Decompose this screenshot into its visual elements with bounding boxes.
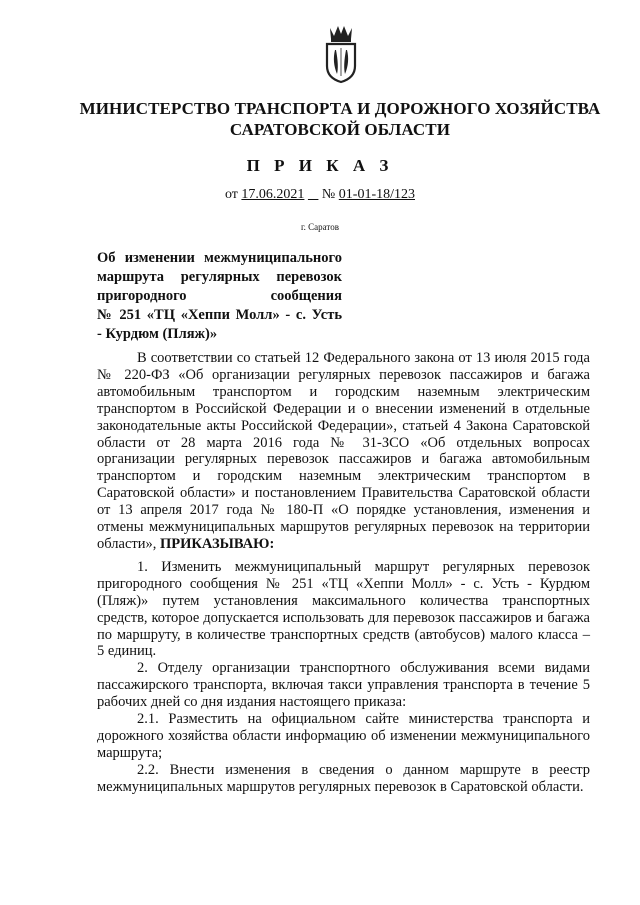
item-1: 1. Изменить межмуниципальный маршрут регулярных перевозок пригородного сообщения № 251 «ТЦ «Хеппи Молл» - с. Усть - Курдюм (Пляж)» путем установления максимального количества транспортных средств, которое допускается использовать для перевозок пассажиров и багажа по маршруту, в количестве транспортных средств (автобусов) малого класса – 5 единиц. — [97, 558, 590, 660]
document-type: П Р И К А З — [246, 156, 394, 175]
subject-line-1: Об изменении межмуниципального — [97, 250, 342, 266]
order-date: 17.06.2021 — [241, 187, 305, 202]
order-number: 01-01-18/123 — [338, 187, 415, 202]
preamble-paragraph — [97, 350, 590, 553]
subject-line-4: № 251 «ТЦ «Хеппи Молл» - с. Усть — [97, 307, 342, 323]
item-2-1: 2.1. Разместить на официальном сайте министерства транспорта и дорожного хозяйства области информацию об изменении межмуниципального маршрута; — [97, 711, 590, 761]
subject-line-5: - Курдюм (Пляж)» — [97, 326, 218, 342]
ministry-line-2: САРАТОВСКОЙ ОБЛАСТИ — [229, 120, 451, 139]
city: г. Саратов — [301, 222, 339, 232]
item-2: 2. Отделу организации транспортного обслуживания всеми видами пассажирского транспорта, включая такси управления транспорта в течение 5 рабочих дней со дня издания настоящего приказа: — [97, 660, 590, 711]
preamble-text: В соответствии со статьей 12 Федерального закона от 13 июля 2015 года № 220-ФЗ «Об организации регулярных перевозок пассажиров и багажа автомобильным транспортом и городским наземным электрическим транспортом в Российской Федерации и о внесении изменений в отдельные законодательные акты Российской Федерации», статьей 4 Закона Саратовской области от 28 марта 2016 года № 31-ЗСО «Об отдельных вопросах организации регулярных перевозок пассажиров и багажа автомобильным транспортом и городским наземным электрическим транспортом в Саратовской области» и постановлением Правительства Саратовской области от 13 апреля 2017 года № 180-П «О порядке установления, изменения и отмены межмуниципальных маршрутов регулярных перевозок на территории области», — [97, 350, 590, 552]
coat-of-arms-icon — [322, 22, 360, 84]
item-2-2: 2.2. Внести изменения в сведения о данном маршруте в реестр межмуниципальных маршрутов регулярных перевозок в Саратовской области. — [97, 761, 590, 795]
subject-line-3: пригородного сообщения — [97, 288, 342, 304]
order-body — [97, 350, 590, 796]
ministry-name — [60, 98, 620, 140]
subject-line-2: маршрута регулярных перевозок — [97, 269, 342, 285]
order-word: ПРИКАЗЫВАЮ: — [159, 535, 275, 552]
order-subject — [97, 249, 342, 344]
date-prefix: от — [224, 187, 238, 202]
ministry-line-1: МИНИСТЕРСТВО ТРАНСПОРТА И ДОРОЖНОГО ХОЗЯЙСТВА — [79, 99, 601, 118]
number-prefix: № — [321, 187, 336, 202]
order-date-number — [0, 187, 640, 203]
